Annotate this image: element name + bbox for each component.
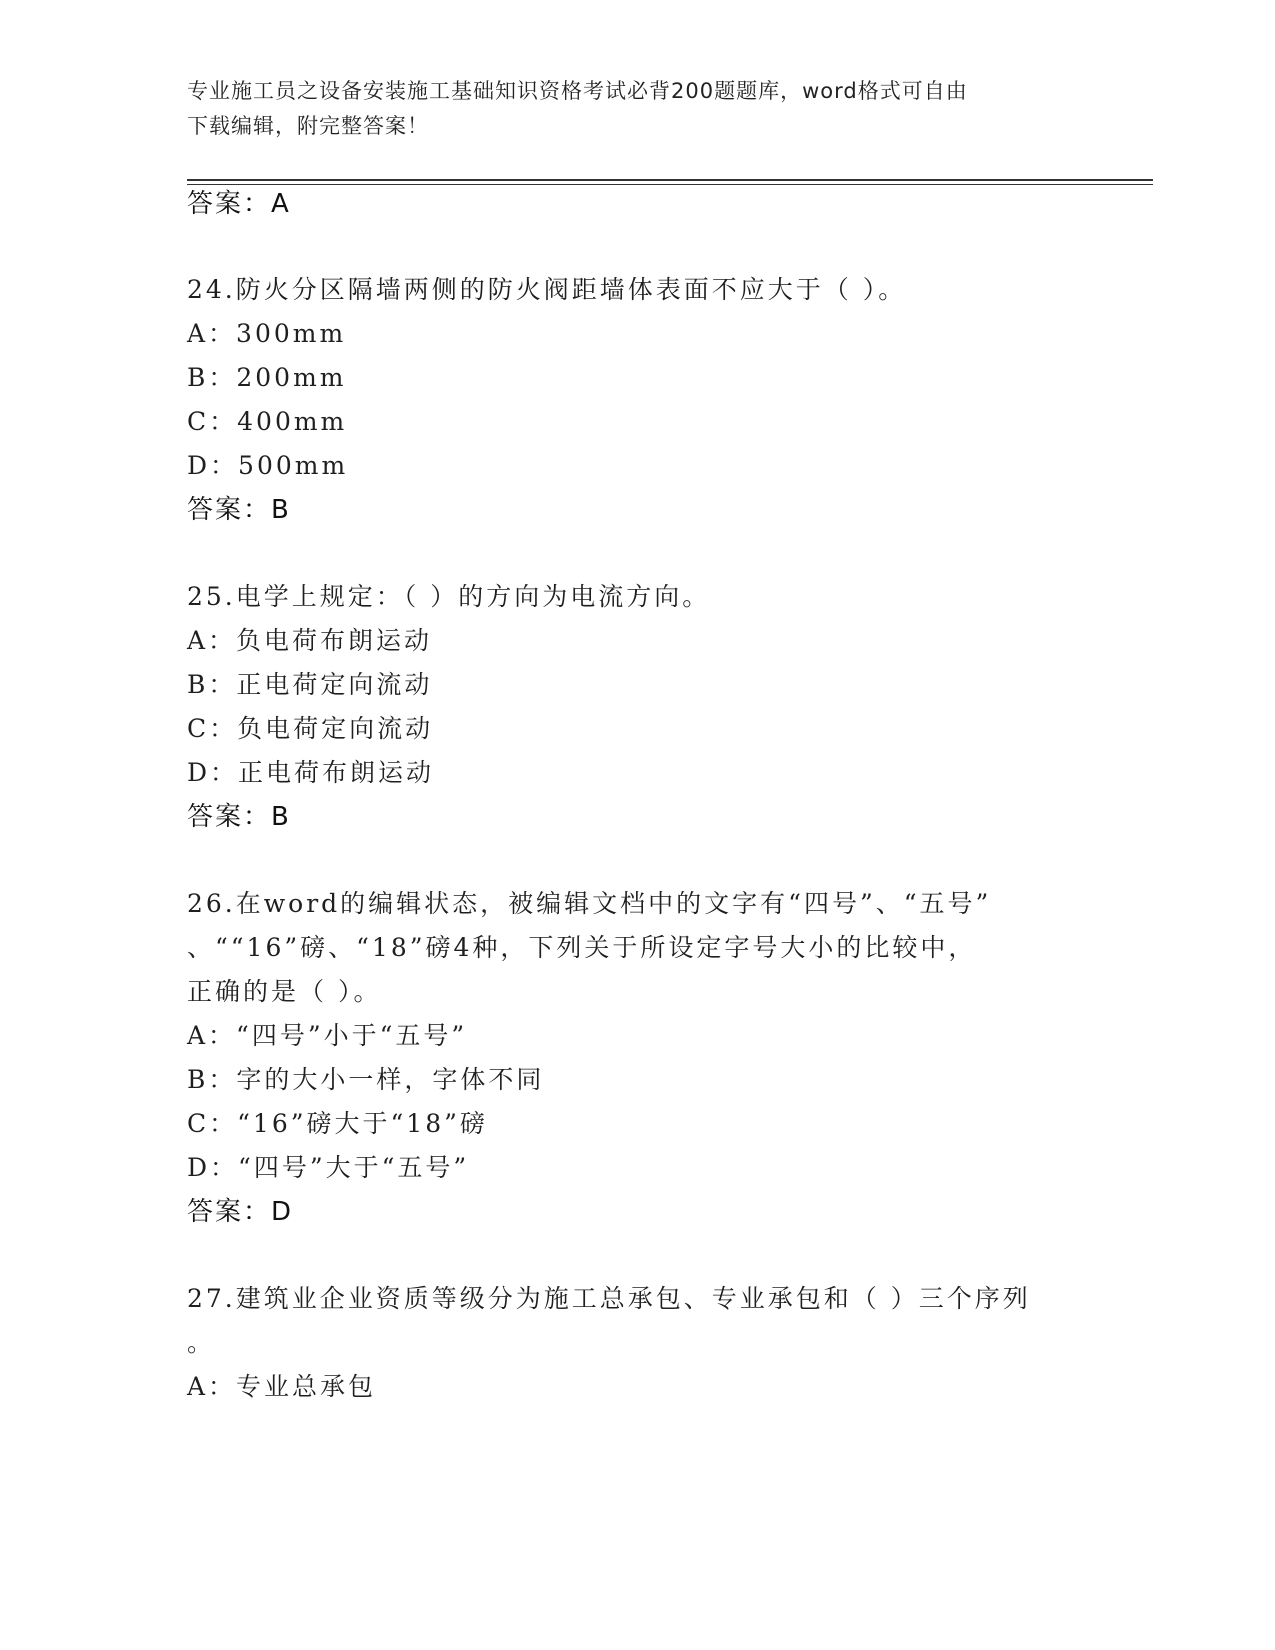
option-c: C：“16”磅大于“18”磅 [187, 1109, 488, 1138]
question-stem-line-1: 26.在word的编辑状态，被编辑文档中的文字有“四号”、“五号” [187, 889, 992, 918]
option-d: D：500mm [187, 451, 349, 480]
option-c: C：400mm [187, 407, 348, 436]
option-b: B：200mm [187, 363, 347, 392]
option-a: A：300mm [187, 319, 347, 348]
answer: 答案：D [187, 1197, 294, 1227]
question-stem-line-2: 、““16”磅、“18”磅4种，下列关于所设定字号大小的比较中， [187, 933, 977, 962]
question-stem: 24.防火分区隔墙两侧的防火阀距墙体表面不应大于（ ）。 [187, 275, 907, 304]
header-rule-thick [187, 179, 1153, 181]
option-d: D：“四号”大于“五号” [187, 1153, 470, 1182]
question-stem-line-3: 正确的是（ ）。 [187, 977, 382, 1006]
option-a: A：“四号”小于“五号” [187, 1021, 468, 1050]
option-a: A：专业总承包 [187, 1372, 377, 1401]
question-stem: 25.电学上规定：（ ）的方向为电流方向。 [187, 582, 711, 611]
header-rule-thin [187, 184, 1153, 185]
page-header [187, 74, 1067, 144]
option-a: A：负电荷布朗运动 [187, 626, 433, 655]
question-stem-line-2: 。 [187, 1328, 216, 1357]
question-stem-line-1: 27.建筑业企业资质等级分为施工总承包、专业承包和（ ）三个序列 [187, 1284, 1031, 1313]
header-line-2: 下载编辑，附完整答案！ [187, 114, 429, 138]
option-c: C：负电荷定向流动 [187, 714, 434, 743]
header-line-1: 专业施工员之设备安装施工基础知识资格考试必背200题题库，word格式可自由 [187, 79, 968, 103]
previous-answer: 答案：A [187, 189, 291, 219]
answer: 答案：B [187, 802, 291, 832]
option-b: B：正电荷定向流动 [187, 670, 433, 699]
answer: 答案：B [187, 495, 291, 525]
option-d: D：正电荷布朗运动 [187, 758, 435, 787]
option-b: B：字的大小一样，字体不同 [187, 1065, 545, 1094]
